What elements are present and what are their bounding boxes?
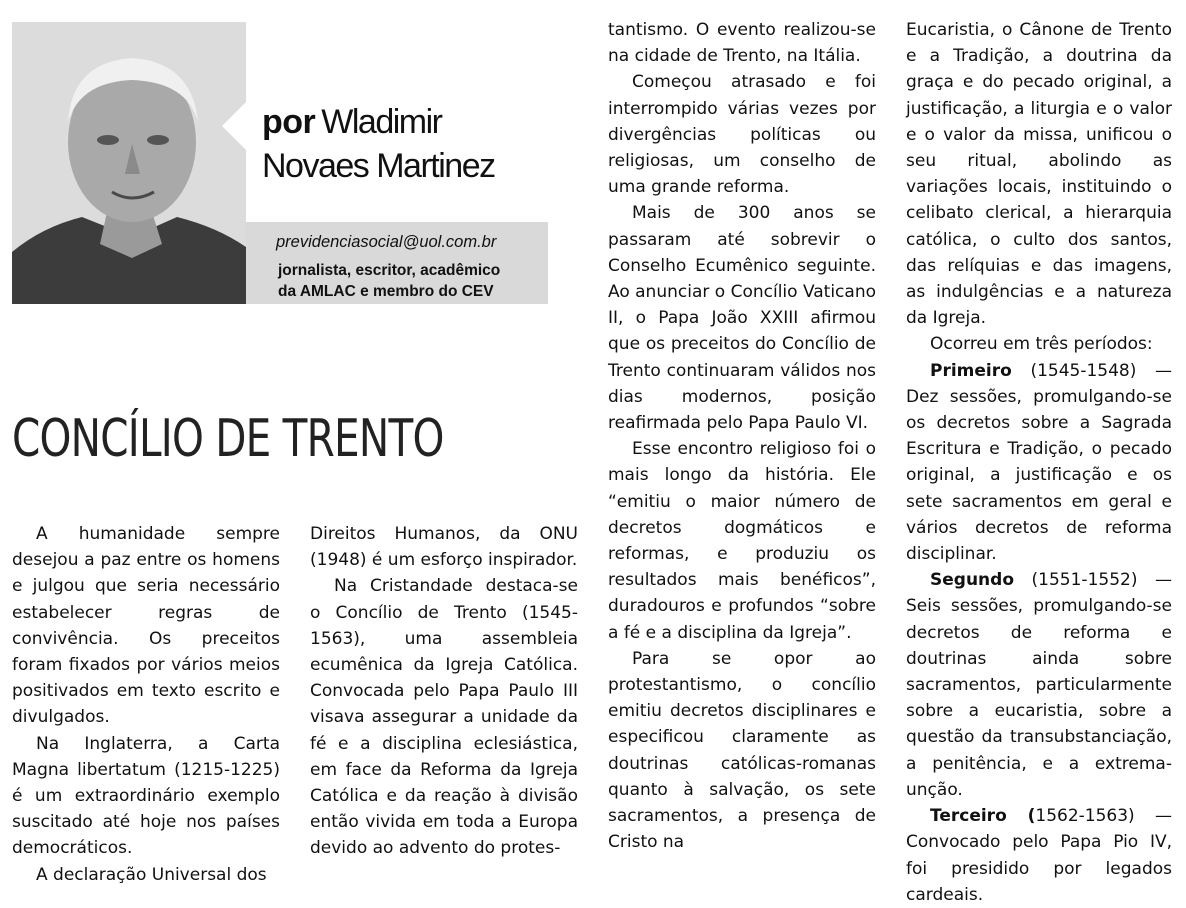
author-name-line2: Novaes Martinez: [262, 147, 495, 185]
author-photo: [12, 22, 246, 304]
period-paragraph: [906, 567, 1172, 803]
paragraph: Mais de 300 anos se passaram até sobrevir o Conselho Ecumênico seguinte. Ao anunciar o Concílio Vaticano II, o Papa João XXIII afirmou que os preceitos do Concílio de Trento continuaram válidos nos dias modernos, posição reafirmada pelo Papa Paulo VI.: [608, 203, 876, 434]
paragraph: Na Cristandade destaca-se o Concílio de Trento (1545-1563), uma assembleia ecumênica da Igreja Católica. Convocada pelo Papa Paulo III visava assegurar a unidade da fé e a disciplina eclesiástica, em face da Reforma da Igreja Católica e da reação à divisão então vivida em toda a Europa devido ao advento do protes-: [310, 576, 578, 859]
period-label: Segundo: [930, 570, 1014, 591]
period-text: (1551-1552) — Seis sessões, promulgando-se decretos de reforma e doutrinas ainda sobre sacramentos, particularmente sobre a eucaristia, sobre a questão da transubstanciação, a penitência, e a extrema-unção.: [906, 570, 1172, 800]
byline-pointer: [222, 100, 248, 152]
paragraph: Na Inglaterra, a Carta Magna libertatum (1215-1225) é um extraordinário exemplo suscitado até hoje nos países democráticos.: [12, 733, 280, 859]
author-byline: [262, 100, 495, 188]
period-paragraph: [906, 803, 1172, 908]
author-portrait-illustration: [12, 22, 246, 304]
paragraph: tantismo. O evento realizou-se na cidade de Trento, na Itália.: [608, 20, 876, 67]
paragraph: A declaração Universal dos: [36, 864, 267, 885]
paragraph: Eucaristia, o Cânone de Trento e a Tradição, a doutrina da graça e do pecado original, a justificação, a liturgia e o valor e o valor da missa, unificou o seu ritual, abolindo as variações locais, instituindo o celibato clerical, a hierarquia católica, o culto dos santos, das relíquias e das imagens, as indulgências e a natureza da Igreja.: [906, 20, 1172, 329]
author-role-line1: jornalista, escritor, acadêmico: [278, 262, 501, 279]
author-first-name: Wladimir: [321, 103, 442, 141]
paragraph: Para se opor ao protestantismo, o concílio emitiu decretos disciplinares e especificou claramente as doutrinas católicas-romanas quanto à salvação, os sete sacramentos, a presença de Cristo na: [608, 648, 876, 853]
author-name-line1: [262, 100, 495, 144]
author-role: [278, 260, 500, 302]
period-paragraph: [906, 358, 1172, 568]
article-title: CONCÍLIO DE TRENTO: [12, 408, 444, 469]
period-text: (1545-1548) — Dez sessões, promulgando-se os decretos sobre a Sagrada Escritura e Tradição, o pecado original, a justificação e os sete sacramentos em geral e vários decretos de reforma disciplinar.: [906, 360, 1172, 565]
article-column-2: [310, 521, 578, 862]
author-email: previdenciasocial@uol.com.br: [276, 233, 497, 251]
paragraph: Direitos Humanos, da ONU (1948) é um esforço inspirador.: [310, 524, 578, 571]
article-column-4: [906, 17, 1172, 908]
paragraph: A humanidade sempre desejou a paz entre os homens e julgou que seria necessário estabelecer regras de convivência. Os preceitos foram fixados por vários meios positivados em texto escrito e divulgados.: [12, 524, 280, 728]
byline-prefix: por: [262, 103, 316, 141]
article-column-3: [608, 17, 876, 856]
author-role-line2: da AMLAC e membro do CEV: [278, 283, 494, 300]
paragraph: Esse encontro religioso foi o mais longo da história. Ele “emitiu o maior número de decretos dogmáticos e reformas, e produziu os resultados mais benéficos”, duradouros e profundos “sobre a fé e a disciplina da Igreja”.: [608, 439, 876, 643]
period-label: Terceiro (: [930, 806, 1036, 827]
period-label: Primeiro: [930, 360, 1012, 381]
period-text: 1562-1563) — Convocado pelo Papa Pio IV, foi presidido por legados cardeais.: [906, 806, 1173, 905]
paragraph: Começou atrasado e foi interrompido várias vezes por divergências políticas ou religiosas, um conselho de uma grande reforma.: [608, 72, 876, 198]
article-column-1: [12, 521, 280, 888]
periods-intro: Ocorreu em três períodos:: [930, 334, 1153, 355]
